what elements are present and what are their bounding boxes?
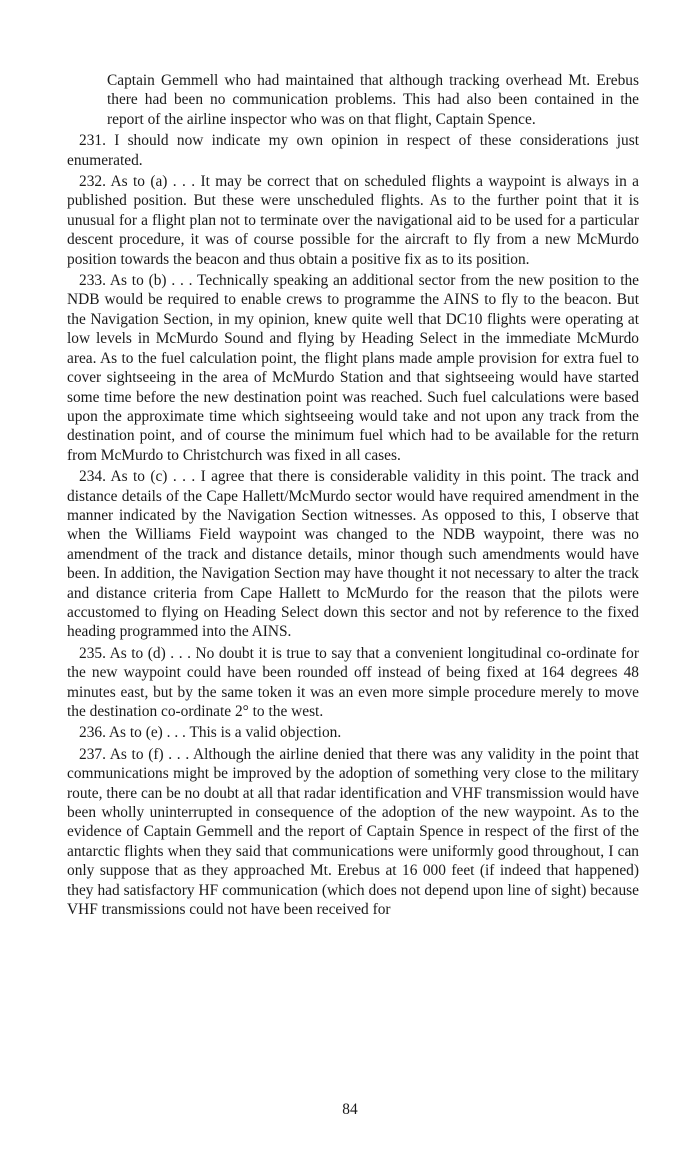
paragraph-233: 233. As to (b) . . . Technically speaking an additional sector from the new position to the NDB would be required to enable crews to programme the AINS to fly to the beacon. But the Navigation Section, in my opinion, knew quite well that DC10 flights were operating at low levels in McMurdo Sound and flying by Heading Select in the immediate McMurdo area. As to the fuel calculation point, the flight plans made ample provision for extra fuel to cover sightseeing in the area of McMurdo Station and that sightseeing would have started some time before the new destination point was reached. Such fuel calculations were based upon the approximate time which sightseeing would take and not upon any track from the destination point, and of course the minimum fuel which had to be available for the return from McMurdo to Christchurch was fixed in all cases. [67,272,639,464]
body-text [67,71,639,921]
paragraph-232: 232. As to (a) . . . It may be correct that on scheduled flights a waypoint is always in a published position. But these were unscheduled flights. As to the further point that it is unusual for a flight plan not to terminate over the navigational aid to be used for a particular descent procedure, it was of course possible for the aircraft to fly from a new McMurdo position towards the beacon and thus obtain a positive fix as to its position. [67,173,639,268]
paragraph-236: 236. As to (e) . . . This is a valid objection. [79,724,342,742]
paragraph-234: 234. As to (c) . . . I agree that there is considerable validity in this point. The track and distance details of the Cape Hallett/McMurdo sector would have required amendment in the manner indicated by the Navigation Section witnesses. As opposed to this, I observe that when the Williams Field waypoint was changed to the NDB waypoint, there was no amendment of the track and distance details, minor though such amendments would have been. In addition, the Navigation Section may have thought it not necessary to alter the track and distance criteria from Cape Hallett to McMurdo for the reason that the pilots were accustomed to flying on Heading Select down this sector and not by reference to the fixed heading programmed into the AINS. [67,468,639,641]
continuation-paragraph: Captain Gemmell who had maintained that although tracking overhead Mt. Erebus there had been no communication problems. This had also been contained in the report of the airline inspector who was on that flight, Captain Spence. [107,72,639,128]
page-number: 84 [342,1101,358,1118]
paragraph-235: 235. As to (d) . . . No doubt it is true to say that a convenient longitudinal co-ordinate for the new waypoint could have been rounded off instead of being fixed at 164 degrees 48 minutes east, but by the same token it was an even more simple procedure merely to move the destination co-ordinate 2° to the west. [67,644,639,720]
paragraph-237: 237. As to (f) . . . Although the airline denied that there was any validity in the point that communications might be improved by the adoption of something very close to the military route, there can be no doubt at all that radar identification and VHF transmission would have been wholly uninterrupted in consequence of the adoption of the new waypoint. As to the evidence of Captain Gemmell and the report of Captain Spence in respect of the first of the antarctic flights when they said that communications were uniformly good throughout, I can only suppose that as they approached Mt. Erebus at 16 000 feet (if indeed that happened) they had satisfactory HF communication (which does not depend upon line of sight) because VHF transmissions could not have been received for [67,745,639,919]
paragraph-231: 231. I should now indicate my own opinion in respect of these considerations just enumerated. [67,132,639,169]
